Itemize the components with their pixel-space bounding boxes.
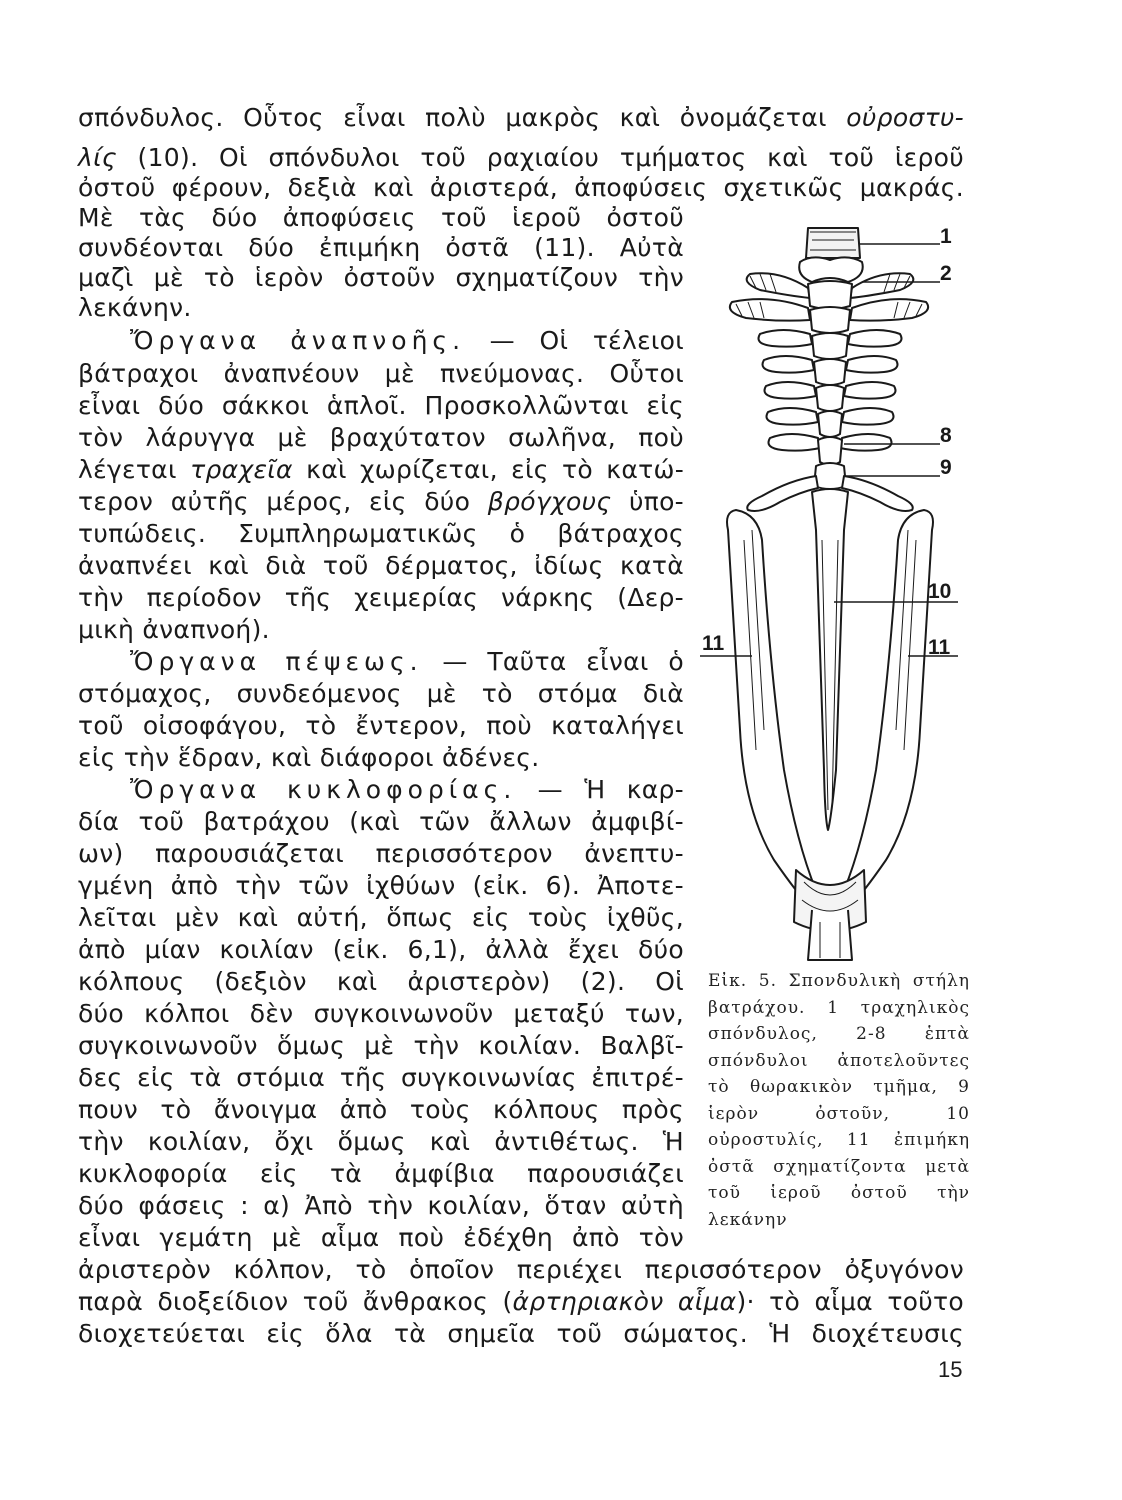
ilium-left xyxy=(727,510,820,900)
vertebral-column-figure xyxy=(700,210,960,970)
ilium-right xyxy=(840,510,933,900)
text-line: συγκοινωνοῦν ὅμως μὲ τὴν κοιλίαν. Βαλβῖ- xyxy=(78,1031,684,1060)
text-line: κόλπους (δεξιὸν καὶ ἀριστερὸν) (2). Οἱ xyxy=(78,967,684,996)
text-line: δύο φάσεις : α) Ἀπὸ τὴν κοιλίαν, ὅταν αὐτὴ xyxy=(78,1191,684,1220)
figure-caption: Εἰκ. 5. Σπονδυλικὴ στήλη βατράχου. 1 τραχηλικὸς σπόνδυλος, 2-8 ἑπτὰ σπόνδυλοι ἀποτελοῦντες τὸ θωρακικὸν τμῆμα, 9 ἱερὸν ὀστοῦν, 10 οὐροστυλίς, 11 ἐπιμήκη ὀστᾶ σχηματίζοντα μετὰ τοῦ ἱεροῦ ὀστοῦ τὴν λεκάνην xyxy=(708,971,970,1230)
vertebra-1 xyxy=(799,228,863,282)
page-number: 15 xyxy=(938,1357,963,1382)
text-line: τοῦ οἰσοφάγου, τὸ ἔντερον, ποὺ καταλήγει xyxy=(78,711,684,740)
text-line: παρὰ διοξείδιον τοῦ ἄνθρακος (ἀρτηριακὸν αἷμα)· τὸ αἷμα τοῦτο xyxy=(78,1287,964,1316)
text-line: διοχετεύεται εἰς ὅλα τὰ σημεῖα τοῦ σώματος. Ἡ διοχέτευσις xyxy=(78,1319,964,1348)
text-line: τυπώδεις. Συμπληρωματικῶς ὁ βάτραχος xyxy=(78,519,684,548)
vertebra-5 xyxy=(763,356,898,385)
text-line: ἀριστερὸν κόλπον, τὸ ὁποῖον περιέχει περισσότερον ὀξυγόνον xyxy=(78,1255,964,1284)
vertebra-4 xyxy=(759,330,902,359)
text-line: μαζὶ μὲ τὸ ἱερὸν ὀστοῦν σχηματίζουν τὴν xyxy=(78,263,684,292)
text-line: εἶναι δύο σάκκοι ἁπλοῖ. Προσκολλῶνται εἰς xyxy=(78,391,684,420)
vertebra-7 xyxy=(767,408,894,437)
text-line: μικὴ ἀναπνοή). xyxy=(78,615,270,644)
text-line: ἀναπνέει καὶ διὰ τοῦ δέρματος, ἰδίως κατὰ xyxy=(78,551,684,580)
text-line: Μὲ τὰς δύο ἀποφύσεις τοῦ ἱεροῦ ὀστοῦ xyxy=(78,203,684,232)
figure-label-11-right: 11 xyxy=(928,636,951,659)
text-line: εἶναι γεμάτη μὲ αἷμα ποὺ ἐδέχθη ἀπὸ τὸν xyxy=(78,1223,684,1252)
text-line: λέγεται τραχεῖα καὶ χωρίζεται, εἰς τὸ κατώ- xyxy=(78,455,685,484)
text-line: πουν τὸ ἄνοιγμα ἀπὸ τοὺς κόλπους πρὸς xyxy=(78,1095,684,1124)
text-line: ἀπὸ μίαν κοιλίαν (εἰκ. 6,1), ἀλλὰ ἔχει δύο xyxy=(78,935,684,964)
section-heading-digestion: Ὄργανα πέψεως. — Ταῦτα εἶναι ὁ xyxy=(130,647,684,676)
figure-label-11-left: 11 xyxy=(702,632,725,655)
text-line: λίς (10). Οἱ σπόνδυλοι τοῦ ραχιαίου τμήματος καὶ τοῦ ἱεροῦ xyxy=(78,143,964,172)
figure-label-8: 8 xyxy=(940,424,952,447)
figure-label-1: 1 xyxy=(940,225,952,248)
text-line: λεῖται μὲν καὶ αὐτή, ὅπως εἰς τοὺς ἰχθῦς, xyxy=(78,903,684,932)
figure-label-9: 9 xyxy=(940,456,952,479)
vertebra-6 xyxy=(765,382,896,411)
section-heading-circulation: Ὄργανα κυκλοφορίας. — Ἡ καρ- xyxy=(130,775,684,804)
text-line: εἰς τὴν ἕδραν, καὶ διάφοροι ἀδένες. xyxy=(78,743,540,772)
text-line: τὴν κοιλίαν, ὄχι ὅμως καὶ ἀντιθέτως. Ἡ xyxy=(78,1127,684,1156)
figure-label-10: 10 xyxy=(928,580,952,603)
vertebra-8 xyxy=(769,434,892,465)
text-line: κυκλοφορία εἰς τὰ ἀμφίβια παρουσιάζει xyxy=(78,1159,684,1188)
text-line: λεκάνην. xyxy=(78,293,192,322)
text-line: δες εἰς τὰ στόμια τῆς συγκοινωνίας ἐπιτρέ- xyxy=(78,1063,684,1092)
text-line: δία τοῦ βατράχου (καὶ τῶν ἄλλων ἀμφιβί- xyxy=(78,807,684,836)
text-line: γμένη ἀπὸ τὴν τῶν ἰχθύων (εἰκ. 6). Ἀποτε- xyxy=(78,871,684,900)
text-line: ων) παρουσιάζεται περισσότερον ἀνεπτυ- xyxy=(78,839,684,868)
text-line: τερον αὐτῆς μέρος, εἰς δύο βρόγχους ὑπο- xyxy=(78,487,685,516)
text-line: σπόνδυλος. Οὗτος εἶναι πολὺ μακρὸς καὶ ὀνομάζεται οὐροστυ- xyxy=(78,103,965,132)
text-line: συνδέονται δύο ἐπιμήκη ὀστᾶ (11). Αὐτὰ xyxy=(78,233,684,262)
text-line: στόμαχος, συνδεόμενος μὲ τὸ στόμα διὰ xyxy=(78,679,684,708)
figure-label-2: 2 xyxy=(940,262,952,285)
urostyle xyxy=(812,489,848,830)
text-line: τὴν περίοδον τῆς χειμερίας νάρκης (Δερ- xyxy=(78,583,684,612)
text-line: ὀστοῦ φέρουν, δεξιὰ καὶ ἀριστερά, ἀποφύσεις σχετικῶς μακράς. xyxy=(78,173,964,202)
section-heading-respiration: Ὄργανα ἀναπνοῆς. — Οἱ τέλειοι xyxy=(130,326,685,355)
text-line: βάτραχοι ἀναπνέουν μὲ πνεύμονας. Οὗτοι xyxy=(78,359,684,388)
text-line: τὸν λάρυγγα μὲ βραχύτατον σωλῆνα, ποὺ xyxy=(78,423,684,452)
text-line: δύο κόλποι δὲν συγκοινωνοῦν μεταξύ των, xyxy=(78,999,684,1028)
